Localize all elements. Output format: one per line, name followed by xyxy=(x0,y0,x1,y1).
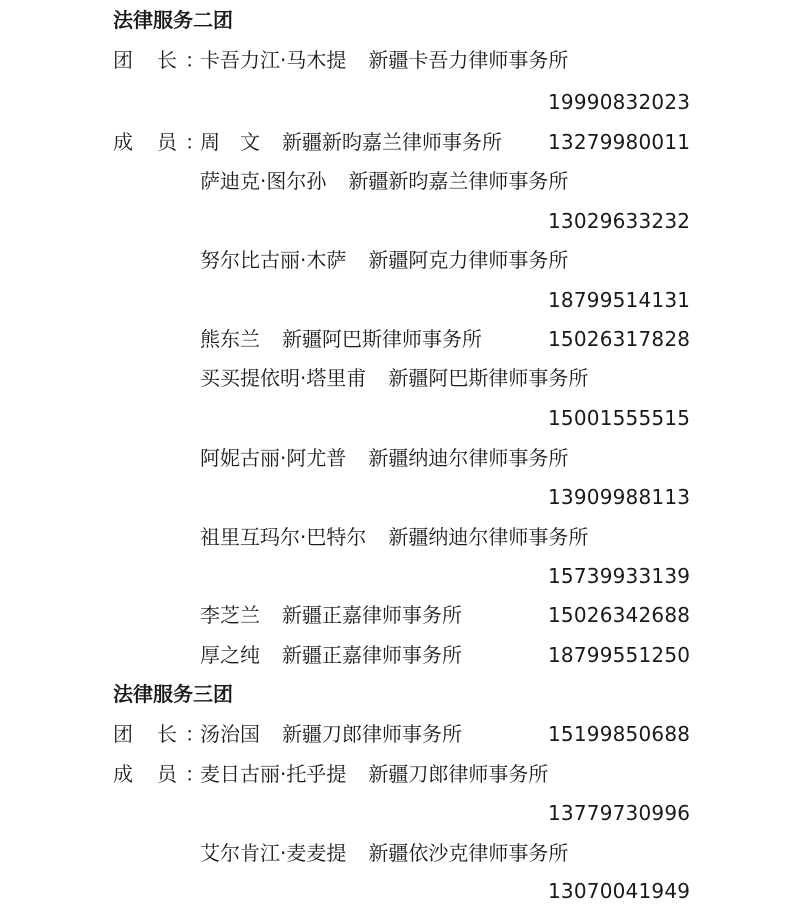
leader-firm: 新疆刀郎律师事务所 xyxy=(282,722,462,746)
member-phone: 15026342688 xyxy=(548,603,691,627)
member-entry xyxy=(200,441,568,475)
member-name: 阿妮古丽·阿尤普 xyxy=(200,446,347,470)
member-firm: 新疆依沙克律师事务所 xyxy=(368,841,569,865)
member-firm: 新疆新昀嘉兰律师事务所 xyxy=(348,169,569,193)
member-phone: 15026317828 xyxy=(548,327,691,351)
member-firm: 新疆正嘉律师事务所 xyxy=(282,643,462,667)
member-firm: 新疆阿巴斯律师事务所 xyxy=(282,327,482,351)
member-entry xyxy=(200,164,568,198)
member-phone: 13279980011 xyxy=(548,130,691,154)
member-entry xyxy=(200,125,502,159)
leader-name: 汤治国 xyxy=(200,722,260,746)
member-firm: 新疆纳迪尔律师事务所 xyxy=(388,525,589,549)
member-firm: 新疆阿克力律师事务所 xyxy=(368,248,569,272)
member-name: 厚之纯 xyxy=(200,643,260,667)
leader-phone: 15199850688 xyxy=(548,722,691,746)
leader-name: 卡吾力江·马木提 xyxy=(200,48,347,72)
member-entry xyxy=(200,243,568,277)
member-entry xyxy=(200,322,482,356)
member-phone: 15739933139 xyxy=(548,564,691,588)
member-name: 祖里互玛尔·巴特尔 xyxy=(200,525,367,549)
leader-entry xyxy=(200,43,568,77)
member-entry xyxy=(200,638,462,672)
member-phone: 18799551250 xyxy=(548,643,691,667)
member-name: 努尔比古丽·木萨 xyxy=(200,248,347,272)
member-label: 成 员 ： xyxy=(113,762,205,786)
section-title: 法律服务二团 xyxy=(113,8,233,32)
member-name: 买买提依明·塔里甫 xyxy=(200,366,367,390)
member-name: 麦日古丽·托乎提 xyxy=(200,762,347,786)
member-label: 成 员 ： xyxy=(113,130,205,154)
member-firm: 新疆阿巴斯律师事务所 xyxy=(388,366,589,390)
member-phone: 13909988113 xyxy=(548,485,691,509)
member-entry xyxy=(200,361,588,395)
leader-label: 团 长 ： xyxy=(113,48,205,72)
member-entry xyxy=(200,520,588,554)
leader-label: 团 长 ： xyxy=(113,722,205,746)
member-phone: 13070041949 xyxy=(548,879,691,903)
leader-phone: 19990832023 xyxy=(548,90,691,114)
member-name: 熊东兰 xyxy=(200,327,260,351)
member-name: 萨迪克·图尔孙 xyxy=(200,169,327,193)
member-firm: 新疆纳迪尔律师事务所 xyxy=(368,446,569,470)
leader-firm: 新疆卡吾力律师事务所 xyxy=(368,48,569,72)
member-phone: 18799514131 xyxy=(548,288,691,312)
member-name: 艾尔肯江·麦麦提 xyxy=(200,841,347,865)
member-entry xyxy=(200,598,462,632)
leader-entry xyxy=(200,717,462,751)
member-firm: 新疆新昀嘉兰律师事务所 xyxy=(282,130,502,154)
member-name: 李芝兰 xyxy=(200,603,260,627)
member-phone: 13029633232 xyxy=(548,209,691,233)
member-phone: 15001555515 xyxy=(548,406,691,430)
member-name: 周 文 xyxy=(200,130,260,154)
member-phone: 13779730996 xyxy=(548,801,691,825)
member-entry xyxy=(200,757,548,791)
member-firm: 新疆正嘉律师事务所 xyxy=(282,603,462,627)
member-firm: 新疆刀郎律师事务所 xyxy=(368,762,549,786)
member-entry xyxy=(200,836,568,870)
section-title: 法律服务三团 xyxy=(113,682,233,706)
